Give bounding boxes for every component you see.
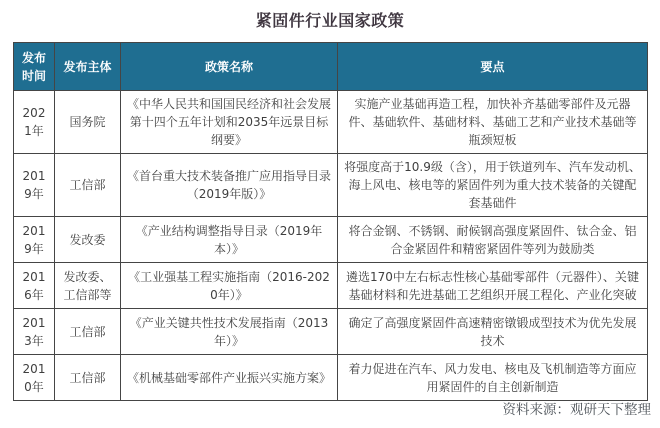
cell-policy: 《中华人民共和国国民经济和社会发展第十四个五年计划和2035年远景目标纲要》 <box>121 91 338 154</box>
table-row <box>14 217 648 263</box>
column-header-time: 发布时间 <box>14 43 55 91</box>
policy-table-body <box>14 91 648 401</box>
column-header-points: 要点 <box>338 43 648 91</box>
table-row <box>14 154 648 217</box>
cell-policy: 《机械基础零部件产业振兴实施方案》 <box>121 355 338 401</box>
cell-publisher: 工信部 <box>55 154 121 217</box>
page-title: 紧固件行业国家政策 <box>255 11 405 30</box>
cell-time: 2021年 <box>14 91 55 154</box>
cell-time: 2010年 <box>14 355 55 401</box>
cell-policy: 《产业结构调整指导目录（2019年本）》 <box>121 217 338 263</box>
cell-points: 将强度高于10.9级（含），用于铁道列车、汽车发动机、海上风电、核电等的紧固件列为重大技术装备的关键配套基础件 <box>338 154 648 217</box>
table-row <box>14 309 648 355</box>
cell-time: 2016年 <box>14 263 55 309</box>
cell-policy: 《工业强基工程实施指南（2016-2020年）》 <box>121 263 338 309</box>
policy-table-header <box>14 43 648 91</box>
column-header-publisher: 发布主体 <box>55 43 121 91</box>
cell-publisher: 发改委、工信部等 <box>55 263 121 309</box>
cell-policy: 《首台重大技术装备推广应用指导目录（2019年版）》 <box>121 154 338 217</box>
cell-points: 着力促进在汽车、风力发电、核电及飞机制造等方面应用紧固件的自主创新制造 <box>338 355 648 401</box>
cell-policy: 《产业关键共性技术发展指南（2013年）》 <box>121 309 338 355</box>
cell-points: 遴选170中左右标志性核心基础零部件（元器件）、关键基础材料和先进基础工艺组织开展工程化、产业化突破 <box>338 263 648 309</box>
cell-points: 确定了高强度紧固件高速精密镦锻成型技术为优先发展技术 <box>338 309 648 355</box>
table-row <box>14 263 648 309</box>
table-row <box>14 355 648 401</box>
source-note: 资料来源：观研天下整理 <box>502 402 651 418</box>
cell-points: 将合金钢、不锈钢、耐候钢高强度紧固件、钛合金、铝合金紧固件和精密紧固件等列为鼓励类 <box>338 217 648 263</box>
column-header-policy: 政策名称 <box>121 43 338 91</box>
table-row <box>14 91 648 154</box>
cell-time: 2019年 <box>14 154 55 217</box>
header-row <box>14 43 648 91</box>
cell-publisher: 发改委 <box>55 217 121 263</box>
policy-table <box>13 42 648 401</box>
cell-publisher: 工信部 <box>55 309 121 355</box>
cell-publisher: 国务院 <box>55 91 121 154</box>
cell-time: 2013年 <box>14 309 55 355</box>
cell-publisher: 工信部 <box>55 355 121 401</box>
cell-points: 实施产业基础再造工程，加快补齐基础零部件及元器件、基础软件、基础材料、基础工艺和产业技术基础等瓶颈短板 <box>338 91 648 154</box>
cell-time: 2019年 <box>14 217 55 263</box>
